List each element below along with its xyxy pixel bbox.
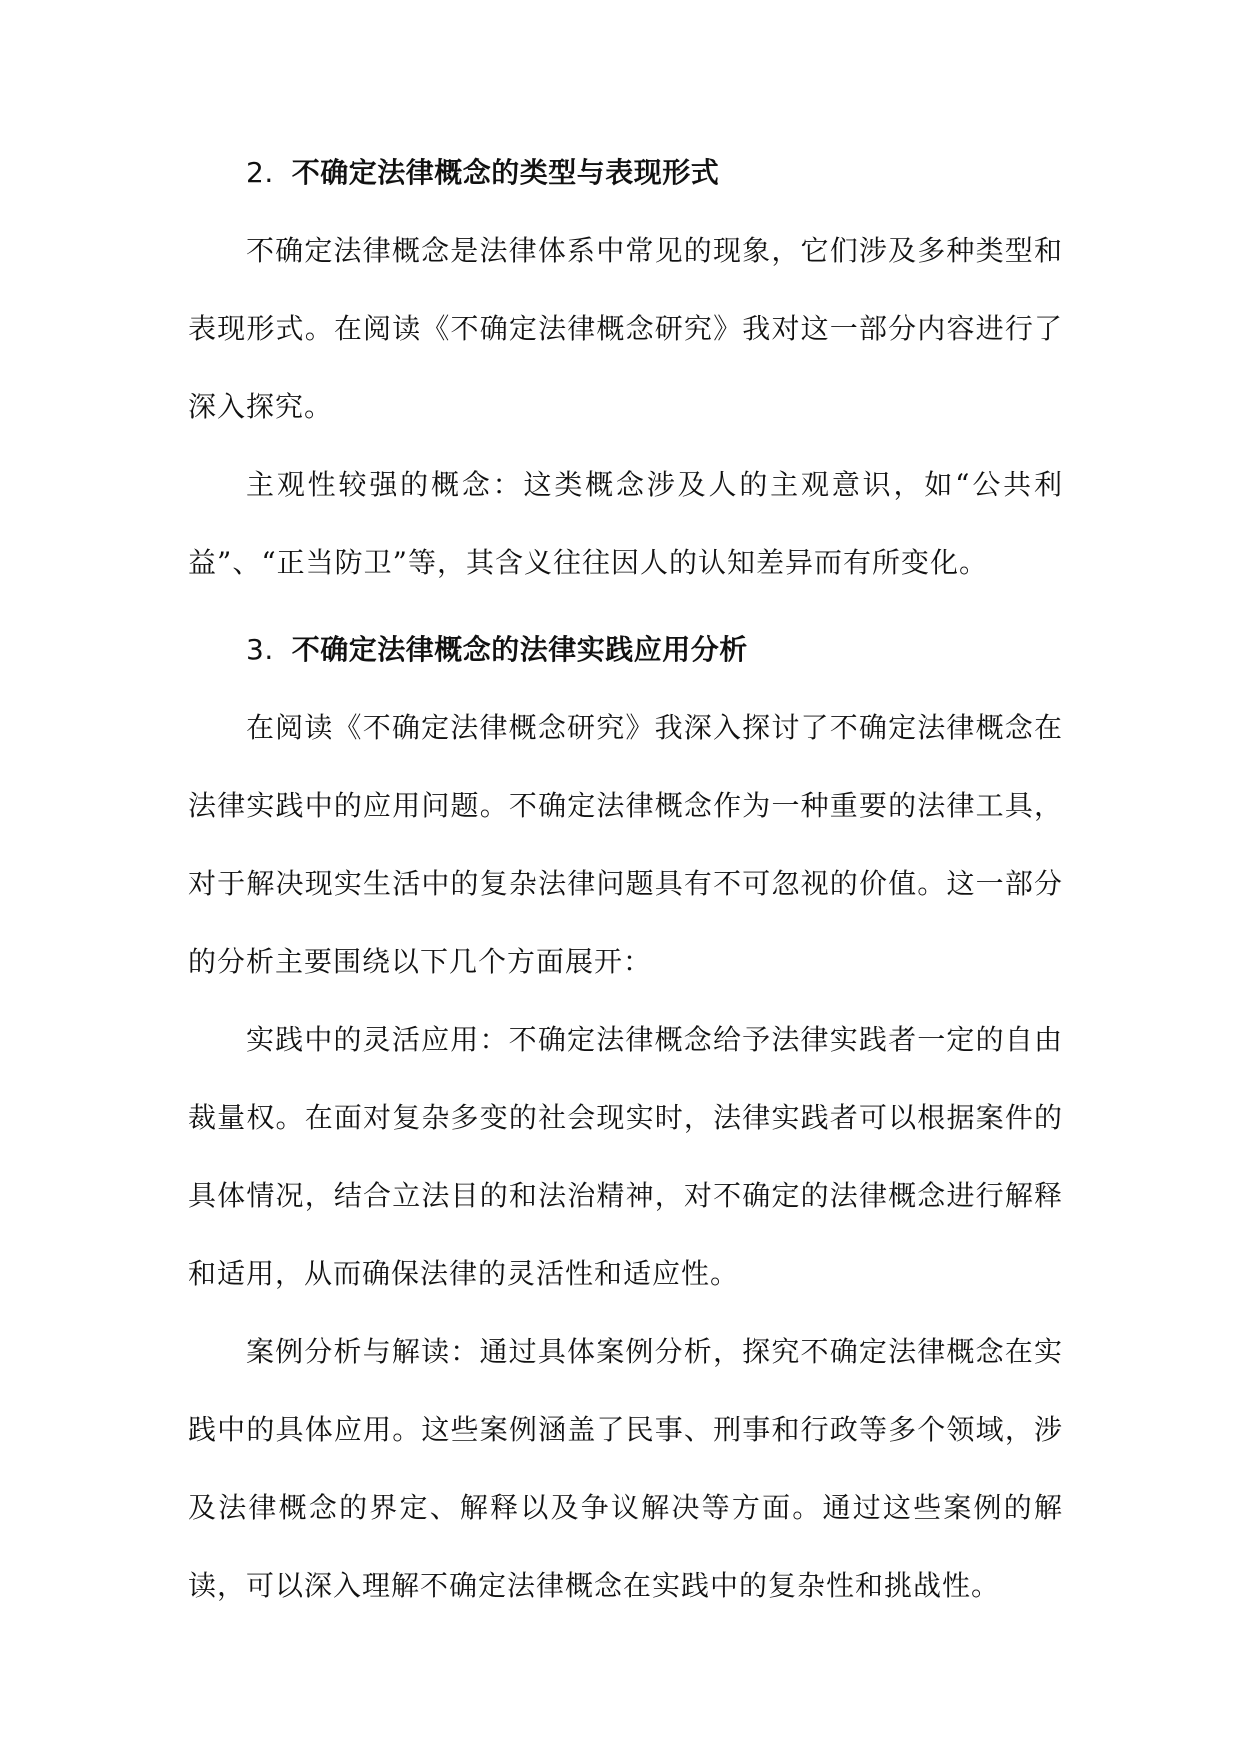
body-paragraph: 在阅读《不确定法律概念研究》我深入探讨了不确定法律概念在法律实践中的应用问题。不确定法律概念作为一种重要的法律工具，对于解决现实生活中的复杂法律问题具有不可忽视的价值。这一部分的分析主要围绕以下几个方面展开： <box>188 711 1063 978</box>
section-heading <box>188 147 1063 199</box>
body-paragraph: 案例分析与解读：通过具体案例分析，探究不确定法律概念在实践中的具体应用。这些案例涵盖了民事、刑事和行政等多个领域，涉及法律概念的界定、解释以及争议解决等方面。通过这些案例的解读，可以深入理解不确定法律概念在实践中的复杂性和挑战性。 <box>188 1335 1063 1602</box>
section-title: 不确定法律概念的法律实践应用分析 <box>291 633 748 666</box>
body-paragraph: 主观性较强的概念：这类概念涉及人的主观意识，如“公共利益”、“正当防卫”等，其含义往往因人的认知差异而有所变化。 <box>188 468 1063 579</box>
body-paragraph: 实践中的灵活应用：不确定法律概念给予法律实践者一定的自由裁量权。在面对复杂多变的社会现实时，法律实践者可以根据案件的具体情况，结合立法目的和法治精神，对不确定的法律概念进行解释和适用，从而确保法律的灵活性和适应性。 <box>188 1023 1063 1290</box>
body-paragraph: 不确定法律概念是法律体系中常见的现象，它们涉及多种类型和表现形式。在阅读《不确定法律概念研究》我对这一部分内容进行了深入探究。 <box>188 234 1063 423</box>
spacer <box>188 676 1063 689</box>
spacer <box>188 199 1063 212</box>
section-heading <box>188 624 1063 676</box>
section-number: 3. <box>246 633 274 666</box>
section-title: 不确定法律概念的类型与表现形式 <box>291 156 720 189</box>
spacer <box>188 602 1063 624</box>
document-body <box>188 147 1063 1625</box>
section-number: 2. <box>246 156 274 189</box>
